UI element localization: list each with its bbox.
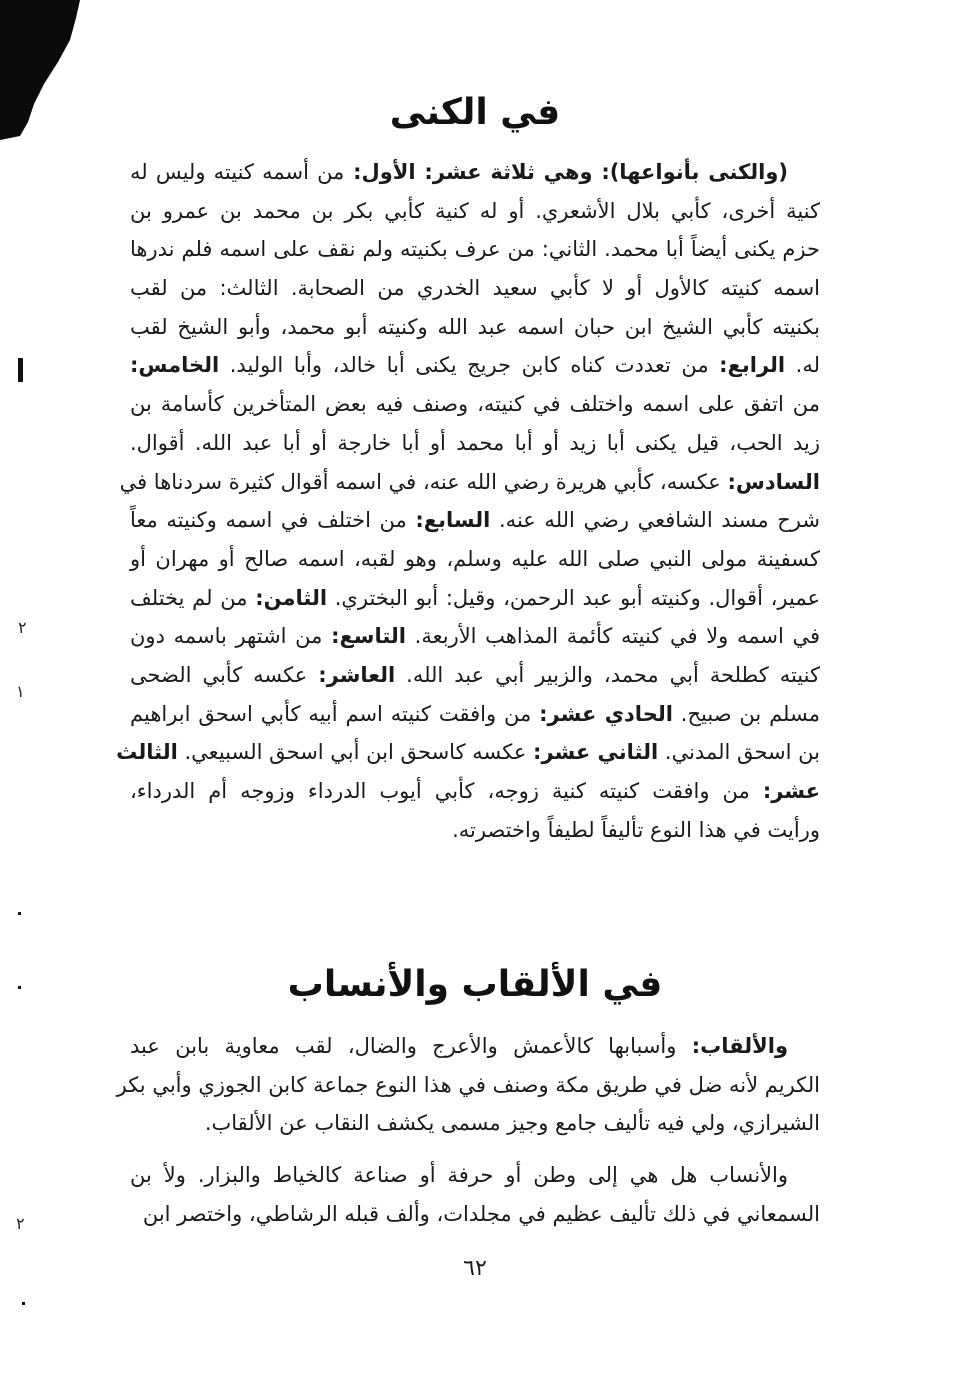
margin-mark-2: ١ — [16, 682, 25, 701]
text-run: من وافقت كنيته كنية زوجه، كأبي أيوب الدرداء وزوجه أم الدرداء، — [130, 779, 763, 803]
bold-term: التاسع: — [331, 624, 406, 649]
margin-dot — [18, 912, 21, 915]
text-run: من أسمه كنيته وليس له — [130, 160, 345, 184]
text-run: الشيرازي، ولي فيه تأليف جامع وجيز مسمى يكشف النقاب عن الألقاب. — [204, 1111, 820, 1136]
text-run: عكسه، كأبي هريرة رضي الله عنه، في اسمه أقوال كثيرة سردناها في — [119, 469, 728, 494]
text-run: كسفينة مولى النبي صلى الله عليه وسلم، وهو لقبه، اسمه صالح أو مهران أو — [130, 546, 820, 571]
paragraph-ansab — [130, 1156, 820, 1233]
text-run: وأسبابها كالأعمش والأعرج والضال، لقب معاوية بابن عبد — [130, 1034, 692, 1058]
text-line — [116, 1066, 820, 1105]
section-heading-kunya: في الكنى — [389, 92, 561, 133]
text-line — [130, 153, 820, 192]
text-line — [130, 230, 820, 269]
text-run: كنيته كطلحة أبي محمد، والزبير أبي عبد الله. — [395, 662, 820, 687]
text-run: عكسه كأبي الضحى — [130, 662, 319, 687]
text-line — [119, 463, 820, 502]
bold-term: العاشر: — [318, 662, 396, 687]
text-line — [130, 772, 820, 811]
text-line — [130, 695, 820, 734]
text-run: بكنيته كأبي الشيخ ابن حبان اسمه عبد الله وكنيته أبو محمد، وأبو الشيخ لقب — [130, 314, 820, 339]
text-line — [130, 1195, 820, 1234]
bold-term: الثاني عشر: — [533, 740, 659, 765]
text-run: شرح مسند الشافعي رضي الله عنه. — [490, 508, 820, 533]
text-line — [130, 269, 820, 308]
bold-term: السادس: — [727, 469, 820, 494]
text-run: ورأيت في هذا النوع تأليفاً لطيفاً واختصرته. — [452, 817, 820, 842]
text-run: من اختلف في اسمه وكنيته معاً — [130, 508, 416, 533]
bold-term: الثامن: — [255, 585, 328, 610]
margin-mark-bar — [18, 358, 23, 382]
text-line — [130, 811, 820, 850]
margin-dot — [18, 986, 21, 989]
text-line — [130, 1027, 820, 1066]
margin-mark-1: ٢ — [18, 618, 27, 637]
text-line — [130, 192, 820, 231]
text-line — [130, 617, 820, 656]
text-line — [130, 501, 820, 540]
bold-term: عشر: — [762, 779, 820, 803]
page-number: ٦٢ — [463, 1256, 487, 1281]
text-run: حزم يكنى أيضاً أبا محمد. الثاني: من عرف بكنيته ولم نقف على اسمه فلم ندرها — [130, 237, 820, 262]
text-run: زيد الحب، قيل يكنى أبا زيد أو أبا محمد أو أبا خارجة أو أبا عبد الله. أقوال. — [130, 430, 820, 455]
bold-term: الحادي عشر: — [539, 701, 673, 726]
text-line — [130, 346, 820, 385]
paragraph-kunya — [116, 153, 821, 849]
margin-dot — [22, 1302, 25, 1305]
text-line — [130, 579, 820, 618]
text-run: من اتفق على اسمه واختلف في كنيته، وصنف فيه بعض المتأخرين كأسامة بن — [130, 392, 820, 417]
bold-term: الخامس: — [130, 353, 220, 378]
text-run: في اسمه ولا في كنيته كأئمة المذاهب الأربعة. — [406, 624, 820, 649]
text-run: عمير، أقوال. وكنيته أبو عبد الرحمن، وقيل: أبو البختري. — [327, 585, 821, 610]
text-run: من اشتهر باسمه دون — [130, 624, 332, 649]
text-line — [130, 424, 820, 463]
paragraph-alqab — [116, 1027, 820, 1143]
text-run: اسمه كنيته كالأول أو لا كأبي سعيد الخدري من الصحابة. الثالث: من لقب — [130, 276, 820, 301]
text-line — [130, 385, 820, 424]
scan-corner-shadow — [0, 0, 90, 140]
text-line — [130, 1156, 820, 1195]
bold-term: الرابع: — [719, 353, 786, 378]
text-run: عكسه كاسحق ابن أبي اسحق السبيعي. — [177, 740, 534, 765]
text-run: بن اسحق المدني. — [658, 740, 820, 765]
text-line — [130, 308, 820, 347]
text-run: من لم يختلف — [130, 585, 256, 610]
text-line — [116, 733, 820, 772]
bold-term: السابع: — [415, 508, 491, 533]
text-run: كنية أخرى، كأبي بلال الأشعري. أو له كنية كأبي بكر بن محمد بن عمرو بن — [130, 198, 820, 223]
text-run: الكريم لأنه ضل في طريق مكة وصنف في هذا النوع جماعة كابن الجوزي وأبي بكر — [116, 1072, 820, 1097]
text-run: السمعاني في ذلك تأليف عظيم في مجلدات، وألف قبله الرشاطي، واختصر ابن — [142, 1201, 820, 1226]
text-line — [130, 1104, 820, 1143]
text-run: له. — [785, 353, 820, 378]
bold-term: الثالث — [116, 740, 178, 765]
section-heading-laqab-nasab: في الألقاب والأنساب — [287, 964, 663, 1005]
text-run: والأنساب هل هي إلى وطن أو حرفة أو صناعة كالخياط والبزار. ولأ بن — [130, 1163, 788, 1187]
text-run: مسلم بن صبيح. — [672, 701, 820, 726]
margin-mark-3: ٢ — [16, 1214, 25, 1233]
text-line — [130, 540, 820, 579]
text-line — [130, 656, 820, 695]
text-run: من وافقت كنيته اسم أبيه كأبي اسحق ابراهيم — [130, 701, 540, 726]
bold-term: (والكنى بأنواعها): وهي ثلاثة عشر: الأول: — [344, 160, 788, 184]
bold-term: والألقاب: — [691, 1034, 788, 1058]
text-run: من تعددت كناه كابن جريج يكنى أبا خالد، وأبا الوليد. — [219, 353, 720, 378]
